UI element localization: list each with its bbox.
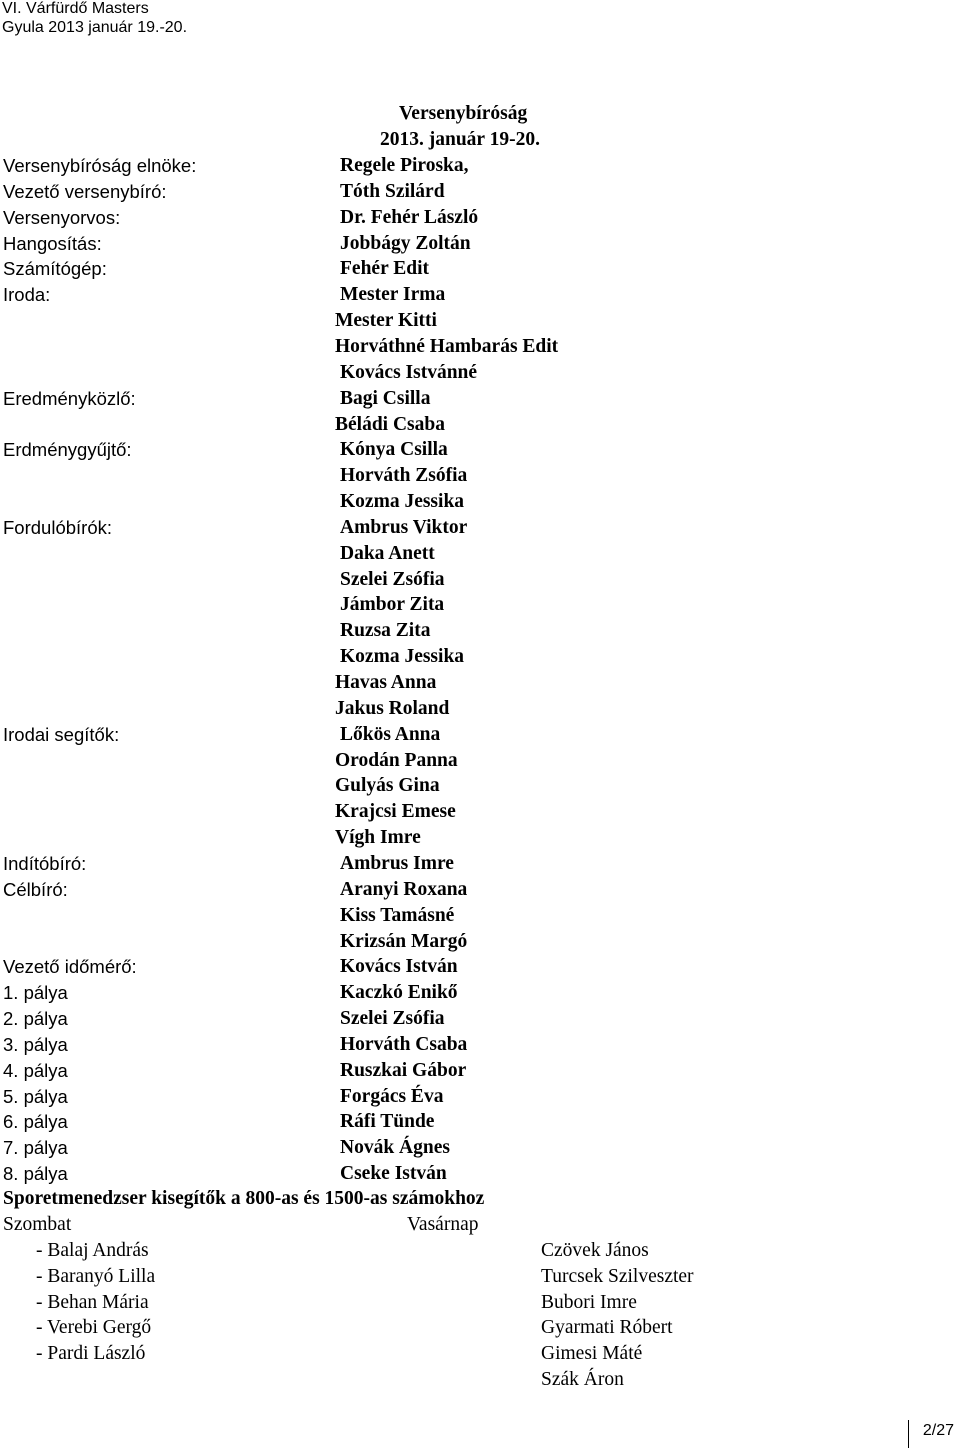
page-date: 2013. január 19-20. — [380, 129, 540, 150]
staff-member-name: Ambrus Viktor — [340, 516, 468, 538]
staff-member-name: Béládi Csaba — [335, 413, 445, 435]
staff-member-name: Jobbágy Zoltán — [340, 232, 471, 254]
sunday-helper: Gimesi Máté — [541, 1343, 643, 1365]
page-number: 2/27 — [922, 1422, 954, 1439]
staff-member-name: Havas Anna — [335, 672, 437, 693]
staff-role-label: Hangosítás: — [3, 232, 102, 254]
staff-role-label: 1. pálya — [3, 982, 68, 1004]
staff-role-label: Versenyorvos: — [3, 206, 121, 228]
staff-member-name: Fehér Edit — [340, 258, 430, 280]
staff-member-name: Daka Anett — [340, 542, 435, 564]
staff-role-label: Célbíró: — [3, 878, 68, 900]
saturday-helper: - Verebi Gergő — [36, 1317, 152, 1339]
staff-member-name: Regele Piroska, — [340, 155, 469, 176]
staff-role-label: Erdménygyűjtő: — [3, 439, 132, 461]
sunday-label: Vasárnap — [407, 1214, 479, 1235]
staff-member-name: Horváth Zsófia — [340, 465, 468, 487]
staff-member-name: Gulyás Gina — [335, 775, 440, 797]
staff-member-name: Kónya Csilla — [340, 439, 448, 461]
helpers-title: Sporetmenedzser kisegítők a 800-as és 1500-as számokhoz — [3, 1188, 485, 1209]
staff-member-name: Szelei Zsófia — [340, 1008, 445, 1030]
staff-member-name: Jámbor Zita — [340, 594, 445, 616]
staff-member-name: Forgács Éva — [340, 1085, 444, 1107]
staff-role-label: Vezető időmérő: — [3, 956, 137, 978]
staff-role-label: Indítóbíró: — [3, 852, 87, 874]
staff-member-name: Mester Kitti — [335, 310, 437, 332]
staff-member-name: Ambrus Imre — [340, 852, 454, 874]
staff-role-label: 4. pálya — [3, 1059, 68, 1081]
staff-role-label: 2. pálya — [3, 1008, 68, 1030]
staff-member-name: Kiss Tamásné — [340, 904, 455, 926]
staff-member-name: Mester Irma — [340, 284, 446, 306]
saturday-helper: - Pardi László — [36, 1343, 146, 1365]
sunday-helper: Czövek János — [541, 1240, 649, 1261]
staff-member-name: Kozma Jessika — [340, 491, 465, 513]
staff-member-name: Tóth Szilárd — [340, 180, 445, 202]
staff-member-name: Orodán Panna — [335, 749, 458, 771]
staff-member-name: Cseke István — [340, 1163, 447, 1185]
staff-member-name: Kozma Jessika — [340, 646, 465, 668]
saturday-helper: - Behan Mária — [36, 1291, 149, 1313]
staff-role-label: 5. pálya — [3, 1085, 68, 1107]
staff-member-name: Dr. Fehér László — [340, 206, 479, 228]
saturday-helper: - Baranyó Lilla — [36, 1265, 156, 1287]
staff-member-name: Ráfi Tünde — [340, 1111, 435, 1133]
staff-member-name: Kovács Istvánné — [340, 361, 478, 383]
sunday-helper: Turcsek Szilveszter — [541, 1265, 694, 1287]
staff-member-name: Vígh Imre — [335, 827, 421, 849]
page-divider — [908, 1420, 909, 1448]
staff-role-label: Fordulóbírók: — [3, 516, 112, 538]
staff-role-label: 7. pálya — [3, 1137, 68, 1159]
staff-role-label: 3. pálya — [3, 1033, 68, 1055]
staff-role-label: Eredményközlő: — [3, 387, 136, 409]
saturday-helper: - Balaj András — [36, 1240, 149, 1261]
staff-member-name: Horváth Csaba — [340, 1033, 468, 1055]
staff-member-name: Ruzsa Zita — [340, 620, 431, 642]
staff-role-label: Versenybíróság elnöke: — [3, 155, 197, 176]
staff-member-name: Krajcsi Emese — [335, 801, 456, 823]
sunday-helper: Gyarmati Róbert — [541, 1317, 673, 1339]
header-event-name: VI. Várfürdő Masters — [2, 0, 149, 17]
staff-member-name: Bagi Csilla — [340, 387, 431, 409]
staff-member-name: Krizsán Margó — [340, 930, 468, 952]
staff-member-name: Aranyi Roxana — [340, 878, 468, 900]
staff-role-label: Vezető versenybíró: — [3, 180, 167, 202]
sunday-helper: Szák Áron — [541, 1369, 624, 1390]
staff-member-name: Novák Ágnes — [340, 1137, 450, 1159]
staff-role-label: Iroda: — [3, 284, 51, 306]
staff-role-label: Számítógép: — [3, 258, 107, 280]
staff-role-label: Irodai segítők: — [3, 723, 120, 745]
staff-role-label: 8. pálya — [3, 1163, 68, 1185]
staff-role-label: 6. pálya — [3, 1111, 68, 1133]
staff-member-name: Horváthné Hambarás Edit — [335, 335, 559, 357]
staff-member-name: Kaczkó Enikő — [340, 982, 458, 1004]
staff-member-name: Jakus Roland — [335, 697, 450, 719]
sunday-helper: Bubori Imre — [541, 1291, 637, 1313]
header-event-date: Gyula 2013 január 19.-20. — [2, 19, 188, 36]
staff-member-name: Lőkös Anna — [340, 723, 441, 745]
page-title: Versenybíróság — [399, 103, 528, 124]
staff-member-name: Kovács István — [340, 956, 458, 978]
staff-member-name: Ruszkai Gábor — [340, 1059, 467, 1081]
staff-member-name: Szelei Zsófia — [340, 568, 445, 590]
saturday-label: Szombat — [3, 1214, 72, 1235]
